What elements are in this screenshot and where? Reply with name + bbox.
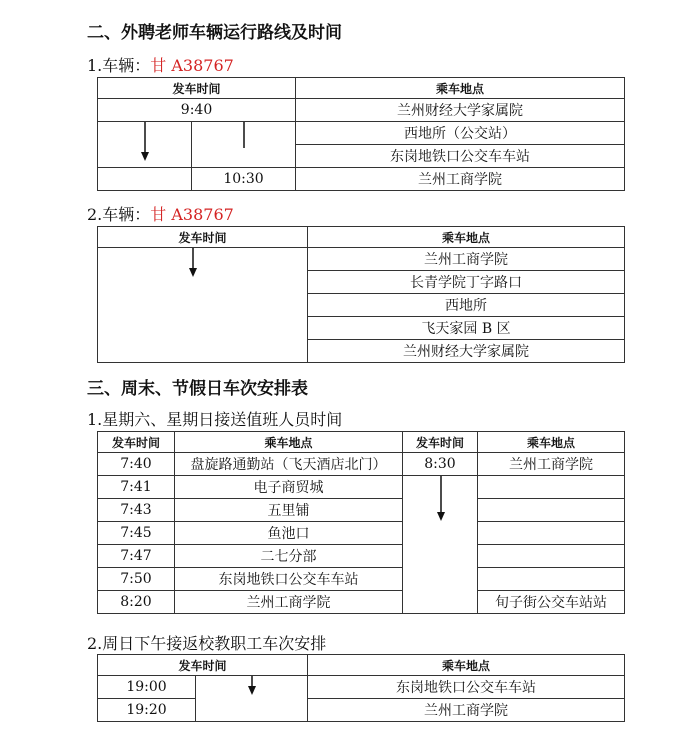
arrow-down-icon xyxy=(242,676,262,697)
weekend-return-time: 8:30 xyxy=(403,453,478,476)
sunday-heading: 2.周日下午接返校教职工车次安排 xyxy=(87,634,327,653)
weekend-stop: 二七分部 xyxy=(175,545,403,568)
weekend-stop: 鱼池口 xyxy=(175,522,403,545)
weekend-heading: 1.星期六、星期日接送值班人员时间 xyxy=(87,410,343,429)
weekend-time: 7:41 xyxy=(98,476,175,499)
route1-return-arrow-cell xyxy=(192,122,296,168)
route1-stop: 东岗地铁口公交车车站 xyxy=(296,145,625,168)
route2-table xyxy=(97,226,625,363)
route1-label: 1.车辆： xyxy=(87,56,151,75)
sunday-time: 19:20 xyxy=(98,699,196,722)
weekend-time: 7:43 xyxy=(98,499,175,522)
route1-stop: 西地所（公交站） xyxy=(296,122,625,145)
route1-time-header: 发车时间 xyxy=(98,78,296,99)
weekend-stop: 东岗地铁口公交车车站 xyxy=(175,568,403,591)
arrow-down-icon xyxy=(135,122,155,163)
weekend-time: 7:45 xyxy=(98,522,175,545)
route2-stop-header: 乘车地点 xyxy=(308,227,625,248)
sunday-time-header: 发车时间 xyxy=(98,655,308,676)
weekend-return-blank xyxy=(478,499,625,522)
weekend-table xyxy=(97,431,625,614)
weekend-return-stop-header: 乘车地点 xyxy=(478,432,625,453)
route2-stop: 飞天家园 B 区 xyxy=(308,317,625,340)
route1-return-time: 10:30 xyxy=(192,168,296,191)
section2-title: 二、外聘老师车辆运行路线及时间 xyxy=(87,23,342,43)
route2-heading xyxy=(87,202,234,225)
weekend-return-blank xyxy=(478,545,625,568)
weekend-return-blank xyxy=(478,522,625,545)
weekend-return-blank xyxy=(478,476,625,499)
route2-stop: 兰州财经大学家属院 xyxy=(308,340,625,363)
arrow-down-icon xyxy=(431,476,451,523)
weekend-return-end: 旬子街公交车站站 xyxy=(478,591,625,614)
route1-blank-cell xyxy=(98,168,192,191)
sunday-table xyxy=(97,654,625,722)
route1-stop-header: 乘车地点 xyxy=(296,78,625,99)
weekend-return-arrow-cell xyxy=(403,476,478,614)
route2-stop: 兰州工商学院 xyxy=(308,248,625,271)
route2-stop: 长青学院丁字路口 xyxy=(308,271,625,294)
weekend-stop: 盘旋路通勤站（飞天酒店北门） xyxy=(175,453,403,476)
weekend-stop-header: 乘车地点 xyxy=(175,432,403,453)
sunday-stop: 东岗地铁口公交车车站 xyxy=(308,676,625,699)
weekend-stop: 电子商贸城 xyxy=(175,476,403,499)
weekend-time: 7:47 xyxy=(98,545,175,568)
weekend-stop: 五里铺 xyxy=(175,499,403,522)
arrow-up-icon xyxy=(234,122,254,151)
route2-arrow-cell xyxy=(98,248,308,363)
route1-plate: 甘 A38767 xyxy=(150,56,234,75)
route1-stop: 兰州财经大学家属院 xyxy=(296,99,625,122)
sunday-stop: 兰州工商学院 xyxy=(308,699,625,722)
route2-plate: 甘 A38767 xyxy=(150,205,234,224)
weekend-time: 8:20 xyxy=(98,591,175,614)
weekend-return-start: 兰州工商学院 xyxy=(478,453,625,476)
route1-depart-time: 9:40 xyxy=(98,99,296,122)
sunday-arrow-cell xyxy=(196,676,308,722)
route1-table xyxy=(97,77,625,191)
route2-label: 2.车辆： xyxy=(87,205,151,224)
weekend-stop: 兰州工商学院 xyxy=(175,591,403,614)
route2-time-header: 发车时间 xyxy=(98,227,308,248)
weekend-return-time-header: 发车时间 xyxy=(403,432,478,453)
route1-outbound-arrow-cell xyxy=(98,122,192,168)
sunday-stop-header: 乘车地点 xyxy=(308,655,625,676)
arrow-down-icon xyxy=(183,248,203,279)
weekend-time-header: 发车时间 xyxy=(98,432,175,453)
weekend-return-blank xyxy=(478,568,625,591)
route2-stop: 西地所 xyxy=(308,294,625,317)
route1-stop: 兰州工商学院 xyxy=(296,168,625,191)
route1-heading xyxy=(87,53,234,76)
weekend-time: 7:40 xyxy=(98,453,175,476)
weekend-time: 7:50 xyxy=(98,568,175,591)
sunday-time: 19:00 xyxy=(98,676,196,699)
section3-title: 三、周末、节假日车次安排表 xyxy=(87,379,308,399)
